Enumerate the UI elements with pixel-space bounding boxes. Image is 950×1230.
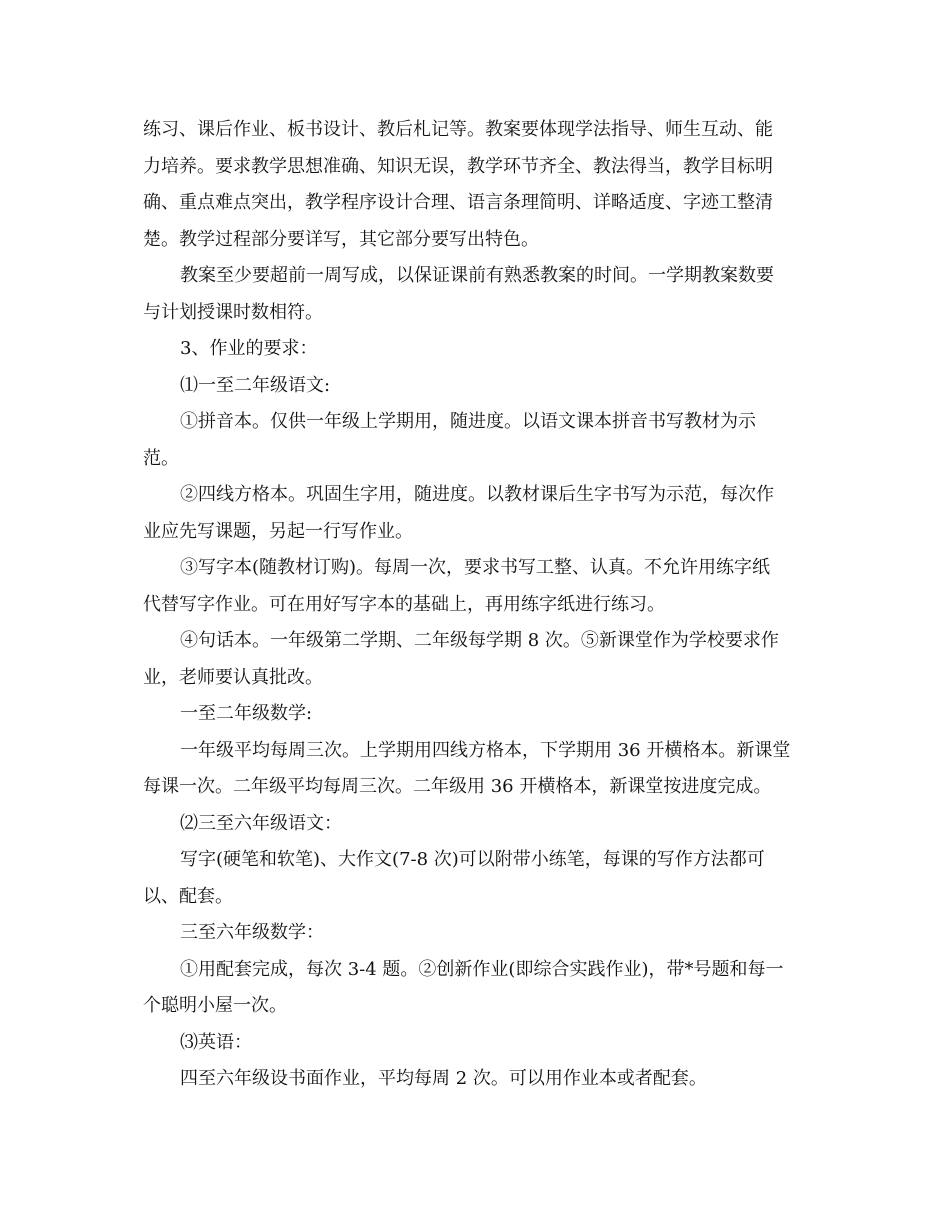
document-body bbox=[143, 112, 803, 1098]
text-line: 以、配套。 bbox=[143, 885, 233, 907]
text-line: ①用配套完成，每次 3-4 题。②创新作业(即综合实践作业)，带*号题和每一 bbox=[180, 958, 784, 980]
text-line: 教案至少要超前一周写成，以保证课前有熟悉教案的时间。一学期教案数要 bbox=[180, 265, 774, 286]
text-line: 一年级平均每周三次。上学期用四线方格本，下学期用 36 开横格本。新课堂 bbox=[180, 739, 791, 761]
text-line: 练习、课后作业、板书设计、教后札记等。教案要体现学法指导、师生互动、能 bbox=[143, 119, 773, 140]
subsection-heading: ⑴一至二年级语文: bbox=[180, 374, 331, 396]
text-line: 每课一次。二年级平均每周三次。二年级用 36 开横格本，新课堂按进度完成。 bbox=[143, 776, 772, 797]
text-line: ③写字本(随教材订购)。每周一次，要求书写工整、认真。不允许用练字纸 bbox=[180, 557, 771, 578]
section-heading: 3、作业的要求： bbox=[180, 338, 318, 359]
text-line: 楚。教学过程部分要详写，其它部分要写出特色。 bbox=[143, 228, 539, 250]
text-line: 业应先写课题，另起一行写作业。 bbox=[143, 520, 413, 542]
text-line: 写字(硬笔和软笔)、大作文(7-8 次)可以附带小练笔，每课的写作方法都可 bbox=[180, 849, 765, 870]
text-line: 四至六年级设书面作业，平均每周 2 次。可以用作业本或者配套。 bbox=[180, 1068, 707, 1089]
text-line: 力培养。要求教学思想准确、知识无误，教学环节齐全、教法得当，教学目标明 bbox=[143, 155, 773, 177]
text-line: ①拼音本。仅供一年级上学期用，随进度。以语文课本拼音书写教材为示 bbox=[180, 411, 756, 432]
text-line: 业，老师要认真批改。 bbox=[143, 666, 323, 688]
subsection-heading: 三至六年级数学： bbox=[180, 922, 324, 943]
subsection-heading: ⑶英语： bbox=[180, 1031, 252, 1053]
text-line: 范。 bbox=[143, 447, 179, 469]
text-line: 代替写字作业。可在用好写字本的基础上，再用练字纸进行练习。 bbox=[143, 593, 665, 615]
subsection-heading: ⑵三至六年级语文： bbox=[180, 812, 342, 834]
subsection-heading: 一至二年级数学: bbox=[180, 703, 313, 724]
text-line: ②四线方格本。巩固生字用，随进度。以教材课后生字书写为示范，每次作 bbox=[180, 484, 774, 505]
text-line: 确、重点难点突出，教学程序设计合理、语言条理简明、详略适度、字迹工整清 bbox=[143, 192, 773, 213]
text-line: 与计划授课时数相符。 bbox=[143, 301, 323, 323]
text-line: 个聪明小屋一次。 bbox=[143, 995, 287, 1016]
text-line: ④句话本。一年级第二学期、二年级每学期 8 次。⑤新课堂作为学校要求作 bbox=[180, 630, 779, 651]
